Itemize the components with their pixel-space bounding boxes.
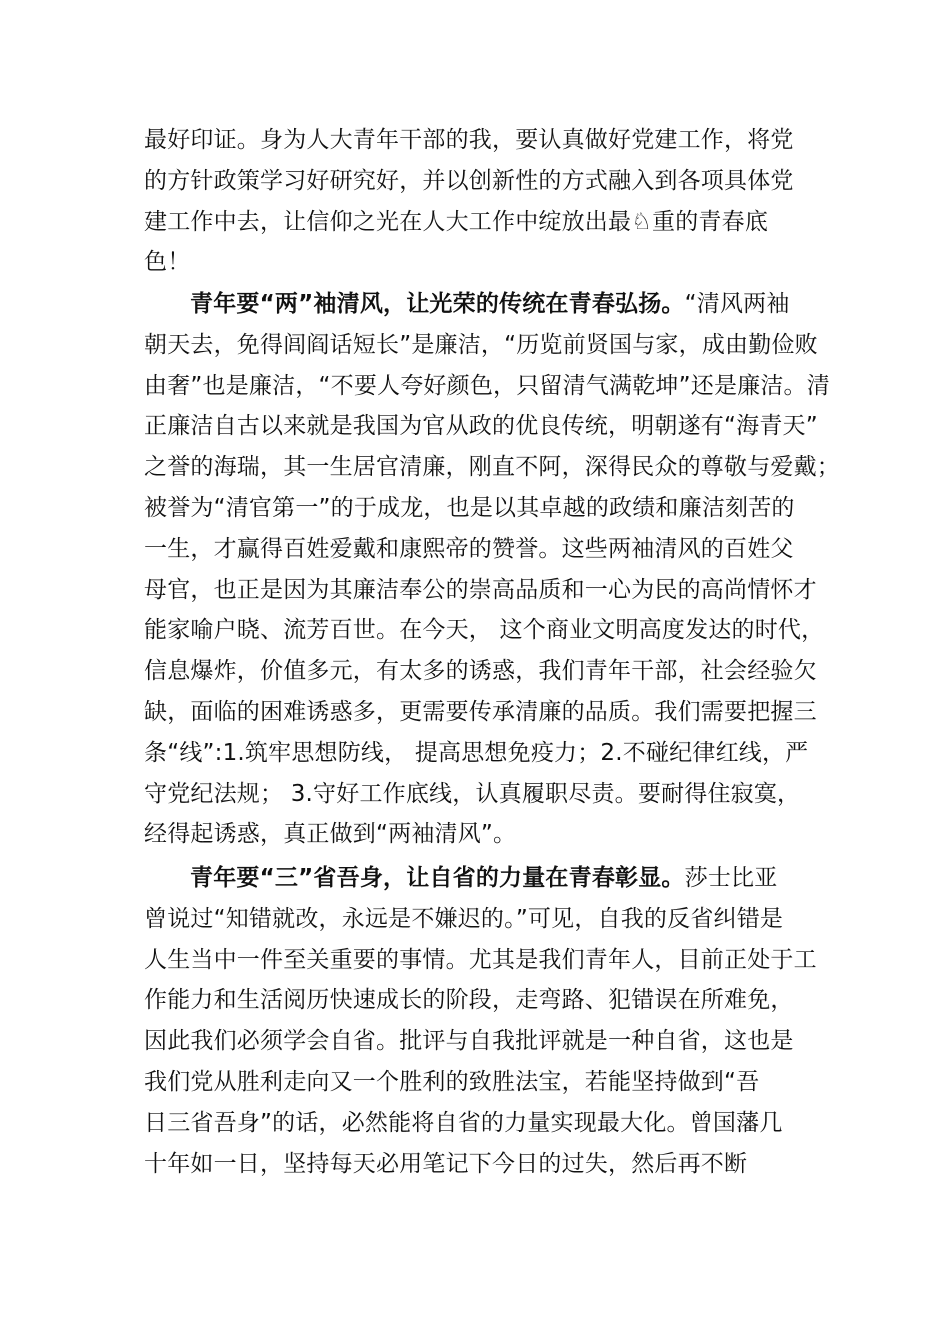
paragraph-line: 一生，才赢得百姓爱戴和康熙帝的赞誉。这些两袖清风的百姓父 bbox=[144, 535, 794, 562]
paragraph-line: 人生当中一件至关重要的事情。尤其是我们青年人，目前正处于工 bbox=[144, 946, 817, 973]
paragraph-first-line bbox=[144, 858, 844, 899]
paragraph-line: 被誉为“清官第一”的于成龙，也是以其卓越的政绩和廉洁刻苦的 bbox=[144, 494, 795, 521]
paragraph-line: 最好印证。身为人大青年干部的我，要认真做好党建工作，将党 bbox=[144, 127, 794, 153]
paragraph-line: 正廉洁自古以来就是我国为官从政的优良传统，明朝遂有“海青天” bbox=[144, 413, 818, 440]
paragraph-line: 我们党从胜利走向又一个胜利的致胜法宝，若能坚持做到“吾 bbox=[144, 1068, 760, 1095]
paragraph-2 bbox=[144, 284, 844, 855]
paragraph-line: 守党纪法规； 3.守好工作底线，认真履职尽责。要耐得住寂寞， bbox=[144, 780, 801, 807]
paragraph-line: 条“线”:1.筑牢思想防线， 提高思想免疫力；2.不碰纪律红线，严 bbox=[144, 739, 809, 766]
paragraph-line: 的方针政策学习好研究好，并以创新性的方式融入到各项具体党 bbox=[144, 167, 794, 194]
paragraph-line: 日三省吾身”的话，必然能将自省的力量实现最大化。曾国藩几 bbox=[144, 1109, 783, 1136]
paragraph-line: 朝天去，免得闾阎话短长”是廉洁，“历览前贤国与家，成由勤俭败 bbox=[144, 331, 818, 358]
paragraph-first-line-rest: “清风两袖 bbox=[684, 291, 790, 317]
paragraph-line: 之誉的海瑞，其一生居官清廉，刚直不阿，深得民众的尊敬与爱戴； bbox=[144, 454, 840, 481]
paragraph-line: 信息爆炸，价值多元，有太多的诱惑，我们青年干部，社会经验欠 bbox=[144, 658, 817, 685]
paragraph-first-line-rest: 莎士比亚 bbox=[684, 865, 778, 891]
paragraph-line: 缺，面临的困难诱惑多，更需要传承清廉的品质。我们需要把握三 bbox=[144, 698, 817, 725]
paragraph-1 bbox=[144, 120, 844, 283]
paragraph-first-line bbox=[144, 284, 844, 325]
paragraph-line: 能家喻户晓、流芳百世。在今天， 这个商业文明高度发达的时代， bbox=[144, 617, 825, 644]
paragraph-line: 母官，也正是因为其廉洁奉公的崇高品质和一心为民的高尚情怀才 bbox=[144, 576, 817, 603]
paragraph-line: 十年如一日，坚持每天必用笔记下今日的过失，然后再不断 bbox=[144, 1150, 748, 1177]
paragraph-line: 作能力和生活阅历快速成长的阶段，走弯路、犯错误在所难免， bbox=[144, 987, 794, 1014]
paragraph-heading: 青年要“三”省吾身，让自省的力量在青春彰显。 bbox=[190, 865, 685, 891]
paragraph-line: 色！ bbox=[144, 249, 191, 276]
paragraph-line: 经得起诱惑，真正做到“两袖清风”。 bbox=[144, 821, 517, 848]
paragraph-heading: 青年要“两”袖清风，让光荣的传统在青春弘扬。 bbox=[190, 291, 685, 317]
paragraph-3 bbox=[144, 858, 844, 1184]
paragraph-line: 因此我们必须学会自省。批评与自我批评就是一种自省，这也是 bbox=[144, 1028, 794, 1055]
paragraph-line: 建工作中去，让信仰之光在人大工作中绽放出最♘重的青春底 bbox=[144, 208, 769, 235]
paragraph-line: 由奢”也是廉洁，“不要人夸好颜色，只留清气满乾坤”还是廉洁。清 bbox=[144, 372, 830, 399]
paragraph-line: 曾说过“知错就改，永远是不嫌迟的。”可见，自我的反省纠错是 bbox=[144, 905, 784, 932]
